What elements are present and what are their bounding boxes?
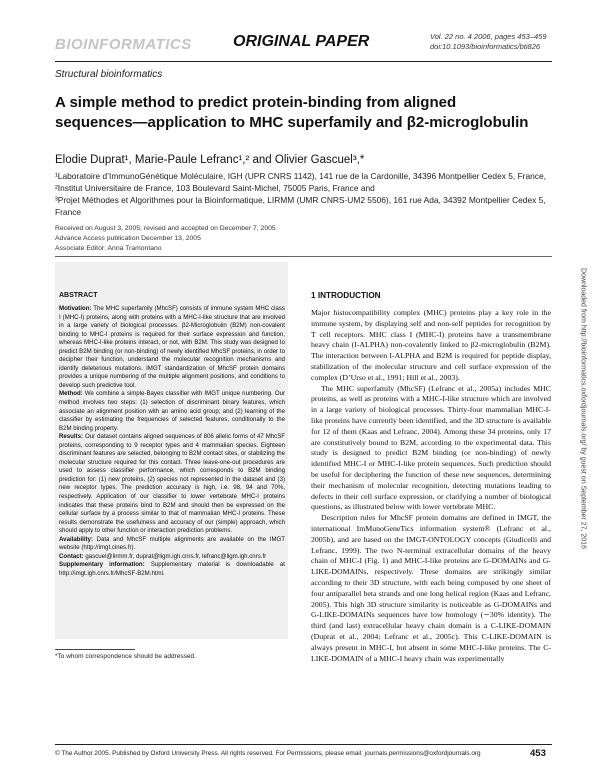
abstract-text: Data and MhcSF multiple alignments are available on the IMGT website (http://imgt.cines.fr). <box>59 535 285 552</box>
intro-paragraph: Description rules for MhcSF protein domains are defined in IMGT, the international ImMunoGeneTics information system® (Lefranc et al., 2005b), and are based on the IMGT-ONTOLOGY concepts (Giudicelli and Lefranc, 1999). The two N-terminal extracellular domains of the heavy chain of MHC-I (Fig. 1) and MHC-I-like proteins are G-DOMAINs and G-LIKE-DOMAINs, respectively. These domains are strikingly similar according to their 3D structure, with each being composed by one sheet of four antiparallel beta strands and one long helical region (Kaas and Lefranc, 2005). This high 3D structure similarity is noticeable as G-DOMAINs and G-LIKE-DOMAINs sequences have low homology (∼30% identity). The third (and last) extracellular heavy chain domain is a C-LIKE-DOMAIN (Duprat et al., 2004; Lefranc et al., 2005c). This C-LIKE-DOMAIN is always present in MHC-I, but absent in some MHC-I-like proteins. The C-LIKE-DOMAIN of a MHC-I heavy chain was experimentally <box>311 513 551 663</box>
abstract-label: Availability: <box>59 535 93 543</box>
footnote-rule <box>55 649 135 650</box>
affiliation-1: ¹Laboratoire d’ImmunoGénétique Moléculaire, IGH (UPR CNRS 1142), 141 rue de la Cardonille, 34396 Montpellier Cedex 5, France, ²Institut Universitaire de France, 103 Boulevard Saint-Michel, 75005 Paris, France and <box>55 171 546 193</box>
abstract-text[interactable]: gascuel@lirmm.fr, duprat@ligm.igh.cnrs.fr, lefranc@ligm.igh.cnrs.fr <box>85 552 267 560</box>
page-number: 453 <box>530 748 546 759</box>
advance-access-date: Advance Access publication December 13, 2005 <box>55 235 201 242</box>
abstract-label: Method: <box>59 390 83 398</box>
abstract-method <box>59 390 285 433</box>
abstract-availability <box>59 536 285 553</box>
journal-meta <box>430 32 547 52</box>
authors: Elodie Duprat¹, Marie-Paule Lefranc¹,² and Olivier Gascuel³,* <box>55 154 365 166</box>
abstract-label: Contact: <box>59 552 84 560</box>
paper-type: ORIGINAL PAPER <box>233 33 370 50</box>
correspondence-footnote: *To whom correspondence should be addressed. <box>55 653 196 660</box>
abstract-text: Supplementary material is downloadable at http://imgt.igh.cnrs.fr/MhcSF-B2M.html. <box>59 561 286 577</box>
doi-line[interactable]: doi:10.1093/bioinformatics/bti826 <box>430 42 541 51</box>
header-rule <box>55 61 552 62</box>
affiliation-2: ³Projet Méthodes et Algorithmes pour la Bioinformatique, LIRMM (UMR CNRS-UM2 5506), 161 rue Ada, 34392 Montpellier Cedex 5, France <box>55 195 546 217</box>
associate-editor: Associate Editor: Anna Tramontano <box>55 245 162 252</box>
abstract-label: Results: <box>59 433 84 441</box>
dates-rule <box>55 256 552 257</box>
download-side-note <box>578 240 588 580</box>
journal-name: BIOINFORMATICS <box>55 36 192 53</box>
introduction-heading: 1 INTRODUCTION <box>311 291 381 300</box>
paper-title: A simple method to predict protein-binding from aligned sequences—application to MHC superfamily and β2-microglobulin <box>55 94 529 131</box>
introduction-body <box>311 308 551 664</box>
received-date: Received on August 3, 2005; revised and accepted on December 7, 2005 <box>55 225 276 232</box>
affiliations <box>55 170 550 218</box>
abstract-results <box>59 433 285 536</box>
abstract-label: Motivation: <box>59 305 92 312</box>
volume-line: Vol. 22 no. 4 2006, pages 453–459 <box>430 32 547 41</box>
abstract-supplementary <box>59 561 285 578</box>
intro-paragraph: The MHC superfamily (MhcSF) (Lefranc et al., 2005a) includes MHC proteins, as well as proteins with a MHC-I-like structure which are involved in a large variety of biological processes. Thirty-four mammalian MHC-I-like proteins have currently been identified, and the 3D structure is available for 12 of them (Kaas and Lefranc, 2004). Among these 34 proteins, only 17 are constitutively bound to B2M, according to the experimental data. This study is designed to predict B2M binding (or non-binding) of newly identified MHC-I or MHC-I-like protein sequences. Such prediction should be useful for deciphering the function of these new sequences, determining their mechanism of molecular recognition, detecting mutations leading to defects in their cell surface expression, or clarifying a number of biological questions, as illustrated below with lower vertebrate MHC. <box>311 383 551 512</box>
section-label: Structural bioinformatics <box>55 69 163 80</box>
publication-dates <box>55 224 276 254</box>
abstract-body <box>59 305 285 579</box>
intro-paragraph: Major histocompatibility complex (MHC) proteins play a key role in the immune system, by displaying self and non-self peptides for recognition by T cell receptors. MHC class I (MHC-I) proteins have a transmembrane heavy chain (I-ALPHA) non-covalently linked to β2-microglobulin (B2M). The interaction between I-ALPHA and B2M is required for peptide display, stabilization of the molecular structure and cell surface expression of the complex (D’Urso et al., 1991; Hill et al., 2003). <box>311 308 551 382</box>
abstract-contact <box>59 553 285 562</box>
abstract-motivation <box>59 305 285 390</box>
abstract-text: Our dataset contains aligned sequences of 806 allelic forms of 47 MhcSF proteins, corresponding to 9 receptor types and 4 mammalian species. Eighteen discriminant features are selected, belonging to B2M contact sites, or stabilizing the molecular structure required for this contact. Three leave-one-out procedures are used to assess classifier performance, which corresponds to B2M binding prediction for: (1) new proteins, (2) species not represented in the dataset and (3) new receptor types. The prediction accuracy is high, i.e. 98, 94 and 70%, respectively. Application of our classifier to lower vertebrate MHC-I proteins indicates that these proteins bind to B2M and should then be expressed on the cellular surface by a process similar to that of mammalian MHC-I proteins. These results demonstrate the usefulness and accuracy of our (simple) approach, which should apply to other function or interaction prediction problems. <box>59 433 285 535</box>
abstract-label: Supplementary information: <box>59 561 145 569</box>
footer-rule <box>55 744 552 745</box>
copyright-footer: © The Author 2005. Published by Oxford University Press. All rights reserved. For Permissions, please email: journals.permissions@oxfordjournals.org <box>55 750 481 757</box>
abstract-text: The MHC superfamily (MhcSF) consists of immune system MHC class I (MHC-I) proteins, along with proteins with a MHC-I-like structure that are involved in a large variety of biological processes. β2-Microglobulin (B2M) non-covalent binding to MHC-I proteins is required for their surface expression and function, whereas MHC-I-like proteins interact, or not, with B2M. This study was designed to predict B2M binding (or non-binding) of newly identified MhcSF proteins, in order to decipher their function, understand the molecular recognition mechanisms and identify deleterious mutations. IMGT standardization of MhcSF protein domains provides a unique numbering of the multiple alignment positions, and conditions to develop such predictive tool. <box>59 305 285 389</box>
abstract-heading: ABSTRACT <box>59 292 98 299</box>
abstract-text: We combine a simple-Bayes classifier with IMGT unique numbering. Our method involves two steps: (1) selection of discriminant binary features, which associate an alignment position with an amino acid group; and (2) learning of the classifier by estimating the frequencies of selected features, conditionally to the B2M binding property. <box>59 390 285 432</box>
download-note-text[interactable]: Downloaded from http://bioinformatics.oxfordjournals.org/ by guest on September 27, 2016 <box>579 268 587 549</box>
